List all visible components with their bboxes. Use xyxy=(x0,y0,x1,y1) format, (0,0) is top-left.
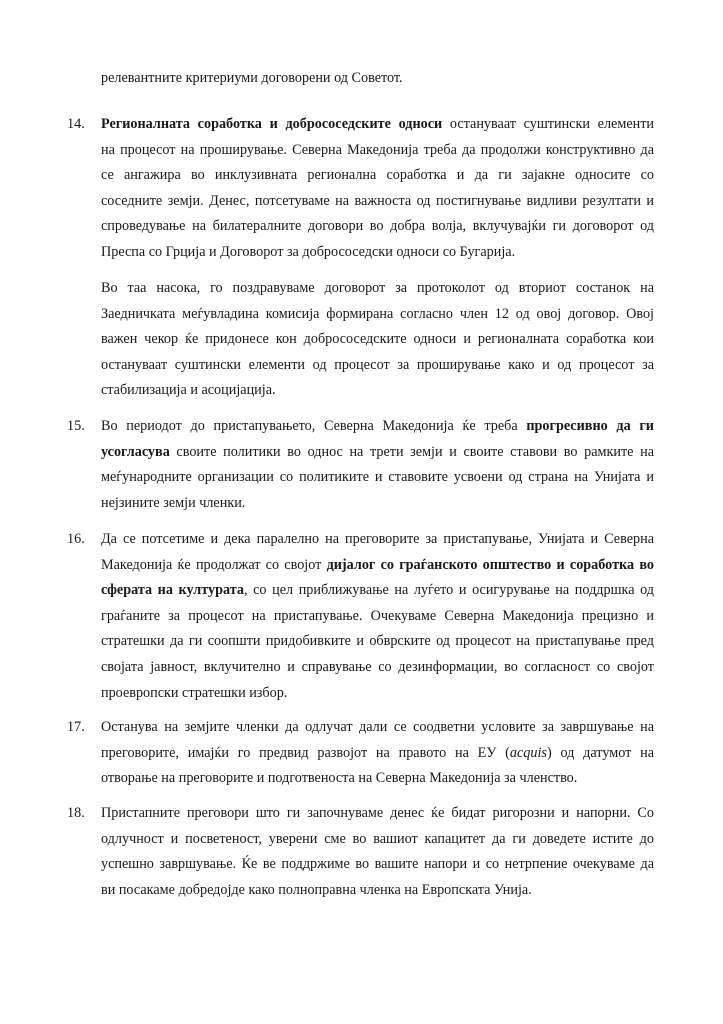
text-run: отворање на преговорите и подготвеноста на Северна Македонија за членство. xyxy=(101,770,578,787)
text-line xyxy=(101,465,654,491)
text-line xyxy=(101,655,654,681)
text-run: Македонија ќе продолжат со својот xyxy=(101,556,327,573)
text-run: важен чекор ќе придонесе кон добрососедските односи и регионалната соработка кои xyxy=(101,331,654,348)
text-line xyxy=(101,138,654,164)
text-line: релевантните критериуми договорени од Советот. xyxy=(101,70,403,86)
text-run: остануваат суштински елементи од процесот за проширување како и од процесот за xyxy=(101,356,654,373)
item-paragraph xyxy=(101,276,654,404)
text-line xyxy=(101,801,654,827)
text-line xyxy=(101,827,654,853)
text-line xyxy=(101,878,654,904)
text-line xyxy=(101,604,654,630)
bold-emphasis: прогресивно да ги xyxy=(526,418,654,434)
bold-emphasis: Регионалната соработка и добрососедските односи xyxy=(101,116,443,132)
text-run: Да се потсетиме и дека паралелно на преговорите за пристапување, Унијата и Северна xyxy=(101,531,654,547)
text-run: своите политики во однос на трети земји и своите ставови во рамките на xyxy=(169,443,654,460)
text-run: својата јавност, вклучително и справување со дезинформации, во согласност со својот xyxy=(101,658,654,675)
text-run: нејзините земји членки. xyxy=(101,494,246,511)
text-line xyxy=(101,240,654,266)
text-line xyxy=(101,276,654,302)
text-line xyxy=(101,681,654,707)
bold-emphasis: сферата на културата xyxy=(101,582,244,599)
text-run: Во таа насока, го поздравуваме договорот за протоколот од вториот состанок на xyxy=(101,280,654,296)
text-line xyxy=(101,491,654,517)
text-line xyxy=(101,527,654,553)
text-line xyxy=(101,440,654,466)
text-run: одлучност и посветеност, уверени сме во вашиот капацитет да ги доведете истите до xyxy=(101,830,654,847)
text-run: Во периодот до пристапувањето, Северна Македонија ќе треба xyxy=(101,418,527,434)
text-run: граѓаните за процесот на пристапување. Очекуваме Северна Македонија прецизно и xyxy=(101,607,654,624)
text-run: преговорите, имајќи го предвид развојот на правото на ЕУ ( xyxy=(101,744,510,761)
text-run: Преспа со Грција и Договорот за добрососедски односи со Бугарија. xyxy=(101,243,516,260)
item-number: 16. xyxy=(67,531,85,547)
item-paragraph xyxy=(101,112,654,266)
text-run: успешно завршување. Ќе ве поддржиме во вашите напори и со нетрпение очекуваме да xyxy=(101,856,654,873)
bold-emphasis: дијалог со граѓанското општество и соработка во xyxy=(326,556,654,573)
text-line xyxy=(101,578,654,604)
text-line xyxy=(101,353,654,379)
text-line xyxy=(101,553,654,579)
text-line xyxy=(101,766,654,792)
text-line xyxy=(101,741,654,767)
text-run: соседните земји. Денес, потсетуваме на важноста од постигнување видливи резултати и xyxy=(101,192,654,209)
text-run: Останува на земјите членки да одлучат дали се соодветни условите за завршување на xyxy=(101,719,654,735)
text-run: стратешки да ги соопшти придобивките и обврските од процесот на пристапување пред xyxy=(101,633,654,650)
text-run: Заедничката меѓувладина комисија формирана согласно член 12 од овој договор. Овој xyxy=(101,305,654,322)
item-paragraph xyxy=(101,715,654,792)
item-paragraph xyxy=(101,414,654,516)
text-line xyxy=(101,189,654,215)
text-run: остануваат суштински елементи xyxy=(442,116,654,132)
italic-term: acquis xyxy=(509,744,547,761)
text-line xyxy=(101,378,654,404)
item-number: 15. xyxy=(67,418,85,434)
text-run: проевропски стратешки избор. xyxy=(101,684,288,701)
text-line xyxy=(101,214,654,240)
item-number: 14. xyxy=(67,116,85,132)
text-run: ) од датумот на xyxy=(546,744,654,761)
text-run: стабилизација и асоцијација. xyxy=(101,382,276,399)
text-line xyxy=(101,327,654,353)
bold-emphasis: усогласува xyxy=(101,443,170,460)
text-run: меѓународните организации со политиките и ставовите усвоени од страна на Унијата и xyxy=(101,469,654,486)
text-run: на процесот на проширување. Северна Македонија треба да продолжи конструктивно да xyxy=(101,141,654,158)
text-line xyxy=(101,163,654,189)
text-line xyxy=(101,715,654,741)
item-paragraph xyxy=(101,527,654,706)
text-line xyxy=(101,852,654,878)
text-run: се ангажира во инклузивната регионална соработка и да ги зајакне односите со xyxy=(101,167,654,184)
text-line xyxy=(101,414,654,440)
text-run: , со цел приближување на луѓето и осигурување на поддршка од xyxy=(243,582,655,599)
text-line xyxy=(101,302,654,328)
item-number: 17. xyxy=(67,719,85,735)
text-line xyxy=(101,629,654,655)
text-line xyxy=(101,112,654,138)
item-paragraph xyxy=(101,801,654,903)
text-run: ви посакаме добредојде како полноправна членка на Европската Унија. xyxy=(101,881,532,898)
text-run: спроведување на билатералните договори во добра волја, вклучувајќи ги договорот од xyxy=(101,218,654,235)
text-run: Пристапните преговори што ги започнуваме денес ќе бидат ригорозни и напорни. Со xyxy=(101,805,654,821)
item-number: 18. xyxy=(67,805,85,821)
continuation-paragraph xyxy=(101,66,654,92)
